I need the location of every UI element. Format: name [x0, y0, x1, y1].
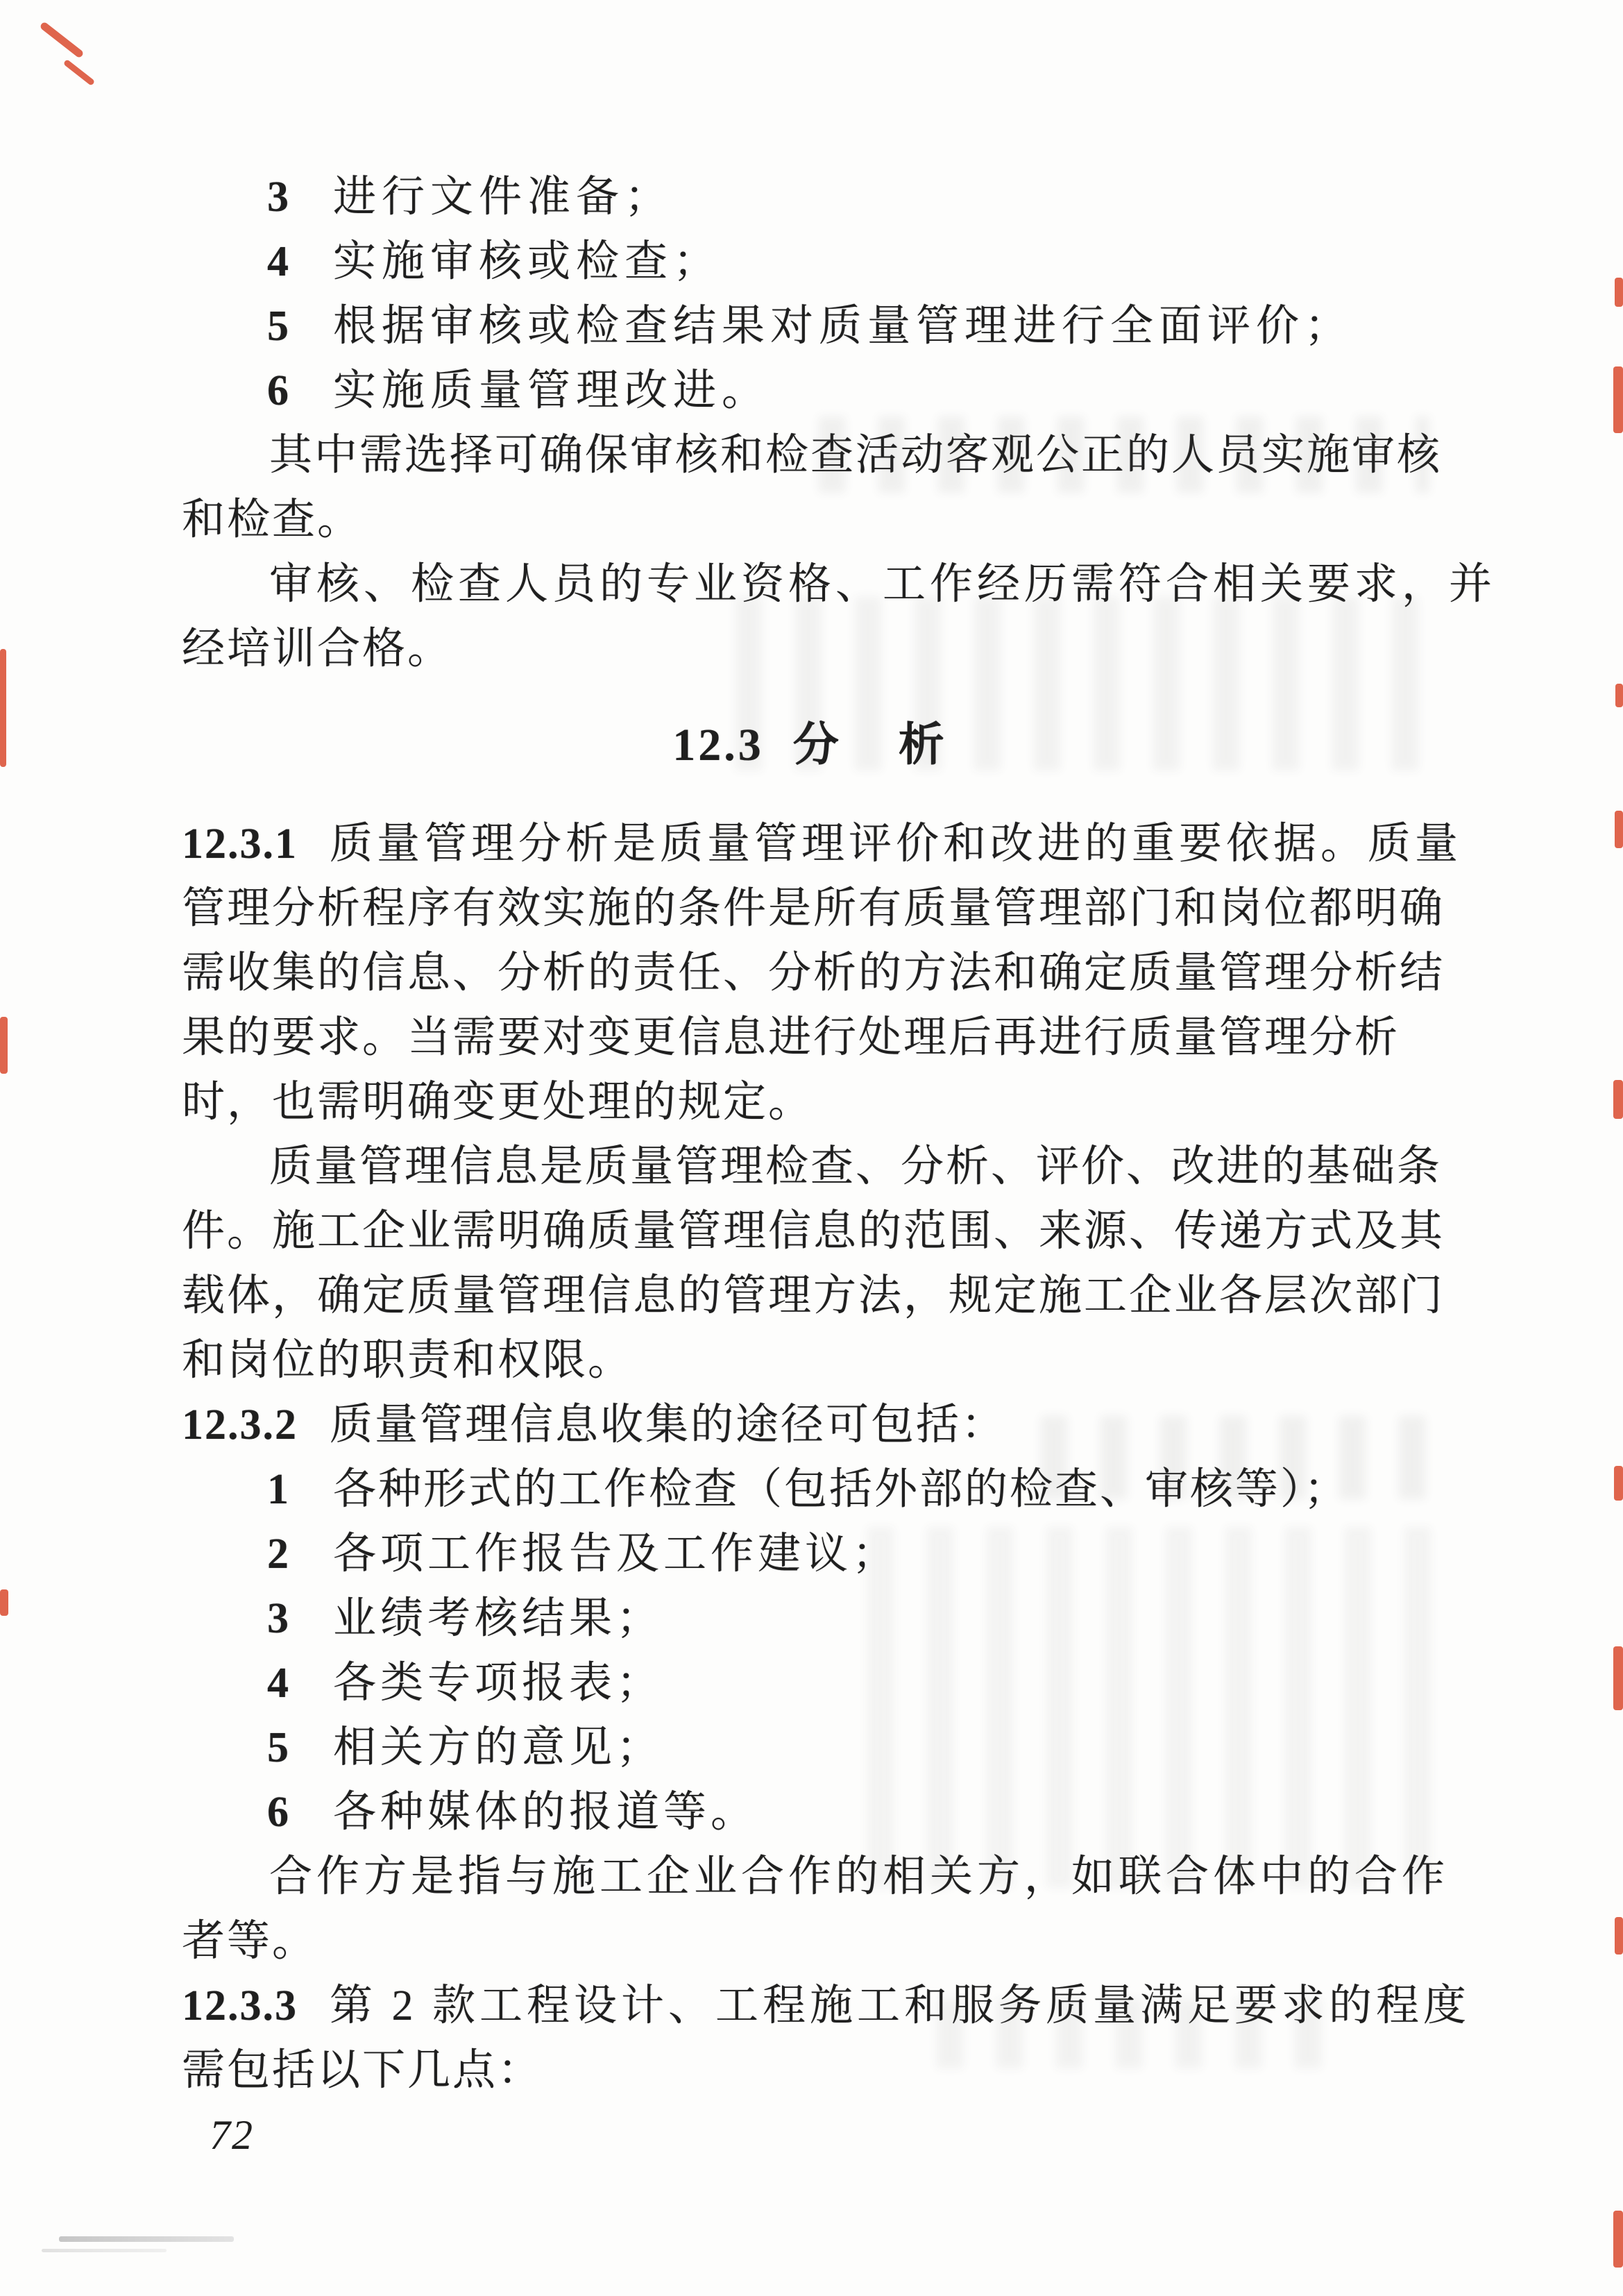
clause-number: 12.3.1 [182, 820, 298, 868]
scan-artifact-line [59, 2236, 234, 2242]
list-item [182, 359, 1442, 423]
list-item-number: 1 [267, 1466, 289, 1513]
list-item-number: 3 [267, 1595, 289, 1642]
list-item-text: 各种媒体的报道等。 [333, 1789, 758, 1836]
red-edge-mark [0, 649, 6, 767]
paragraph-line: 和检查。 [182, 496, 363, 543]
red-edge-mark [0, 1589, 8, 1616]
red-edge-mark [1615, 1917, 1623, 1955]
red-edge-mark [1614, 1466, 1623, 1501]
red-edge-mark [1613, 1646, 1623, 1710]
list-item-text: 各项工作报告及工作建议； [333, 1530, 900, 1578]
red-edge-mark [1613, 1080, 1623, 1119]
scan-noise [819, 416, 1429, 493]
clause-line: 果的要求。当需要对变更信息进行处理后再进行质量管理分析 [182, 1014, 1400, 1061]
list-item-number: 4 [267, 1660, 289, 1707]
paragraph-line: 经培训合格。 [182, 625, 453, 673]
list-item-number: 5 [267, 1724, 289, 1771]
red-edge-mark [1615, 278, 1623, 307]
clause-line: 需收集的信息、分析的责任、分析的方法和确定质量管理分析结 [182, 949, 1445, 997]
list-item [182, 165, 1442, 230]
paragraph-line: 合作方是指与施工企业合作的相关方，如联合体中的合作 [269, 1853, 1450, 1900]
scan-noise [736, 597, 1429, 770]
list-item-text: 根据审核或检查结果对质量管理进行全面评价； [333, 303, 1354, 350]
list-item-text: 实施质量管理改进。 [333, 367, 771, 414]
paragraph-line: 质量管理信息是质量管理检查、分析、评价、改进的基础条 [269, 1143, 1443, 1190]
list-item [182, 230, 1442, 294]
list-item [182, 294, 1442, 359]
list-item-text: 实施审核或检查； [333, 238, 722, 285]
list-item-number: 5 [267, 303, 289, 350]
heading-number: 12.3 [672, 720, 764, 770]
list-item-number: 3 [267, 174, 289, 221]
paragraph-line: 者等。 [182, 1918, 318, 1965]
red-edge-mark [1613, 2211, 1623, 2268]
clause-text: 第 2 款工程设计、工程施工和服务质量满足要求的程度 [330, 1982, 1471, 2029]
red-edge-mark [1613, 366, 1623, 433]
red-edge-mark [1615, 811, 1623, 848]
clause-line: 需包括以下几点： [182, 2047, 543, 2094]
clause-line: 时，也需明确变更处理的规定。 [182, 1079, 814, 1126]
heading-title: 分 析 [792, 720, 951, 770]
page-number: 72 [210, 2112, 254, 2158]
list-item-text: 各类专项报表； [333, 1660, 664, 1707]
red-edge-mark [0, 1017, 8, 1074]
scan-artifact-line [42, 2249, 167, 2252]
clause-text: 质量管理信息收集的途径可包括： [330, 1401, 1007, 1449]
list-item-text: 业绩考核结果； [333, 1595, 664, 1642]
clause-number: 12.3.3 [182, 1982, 298, 2029]
list-item-number: 2 [267, 1530, 289, 1578]
list-item-number: 6 [267, 367, 289, 414]
paragraph-line: 和岗位的职责和权限。 [182, 1337, 634, 1384]
list-item-number: 6 [267, 1789, 289, 1836]
clause-text: 质量管理分析是质量管理评价和改进的重要依据。质量 [330, 820, 1463, 868]
paragraph-line: 件。施工企业需明确质量管理信息的范围、来源、传递方式及其 [182, 1208, 1445, 1255]
clause-number: 12.3.2 [182, 1401, 298, 1449]
list-item-text: 进行文件准备； [333, 174, 674, 221]
scan-noise [1041, 1416, 1429, 1499]
paragraph-line: 载体，确定质量管理信息的管理方法，规定施工企业各层次部门 [182, 1272, 1445, 1319]
red-edge-mark [1615, 684, 1623, 707]
list-item-text: 各种形式的工作检查（包括外部的检查、审核等）； [333, 1466, 1350, 1513]
clause-line: 管理分析程序有效实施的条件是所有质量管理部门和岗位都明确 [182, 885, 1445, 932]
scan-noise [937, 1999, 1353, 2068]
clause-line [182, 812, 1463, 877]
list-item-text: 相关方的意见； [333, 1724, 664, 1771]
paragraph-line: 审核、检查人员的专业资格、工作经历需符合相关要求，并 [269, 561, 1497, 608]
scan-noise [867, 1527, 1436, 1888]
paragraph-line: 其中需选择可确保审核和检查活动客观公正的人员实施审核 [269, 432, 1443, 479]
list-item-number: 4 [267, 238, 289, 285]
